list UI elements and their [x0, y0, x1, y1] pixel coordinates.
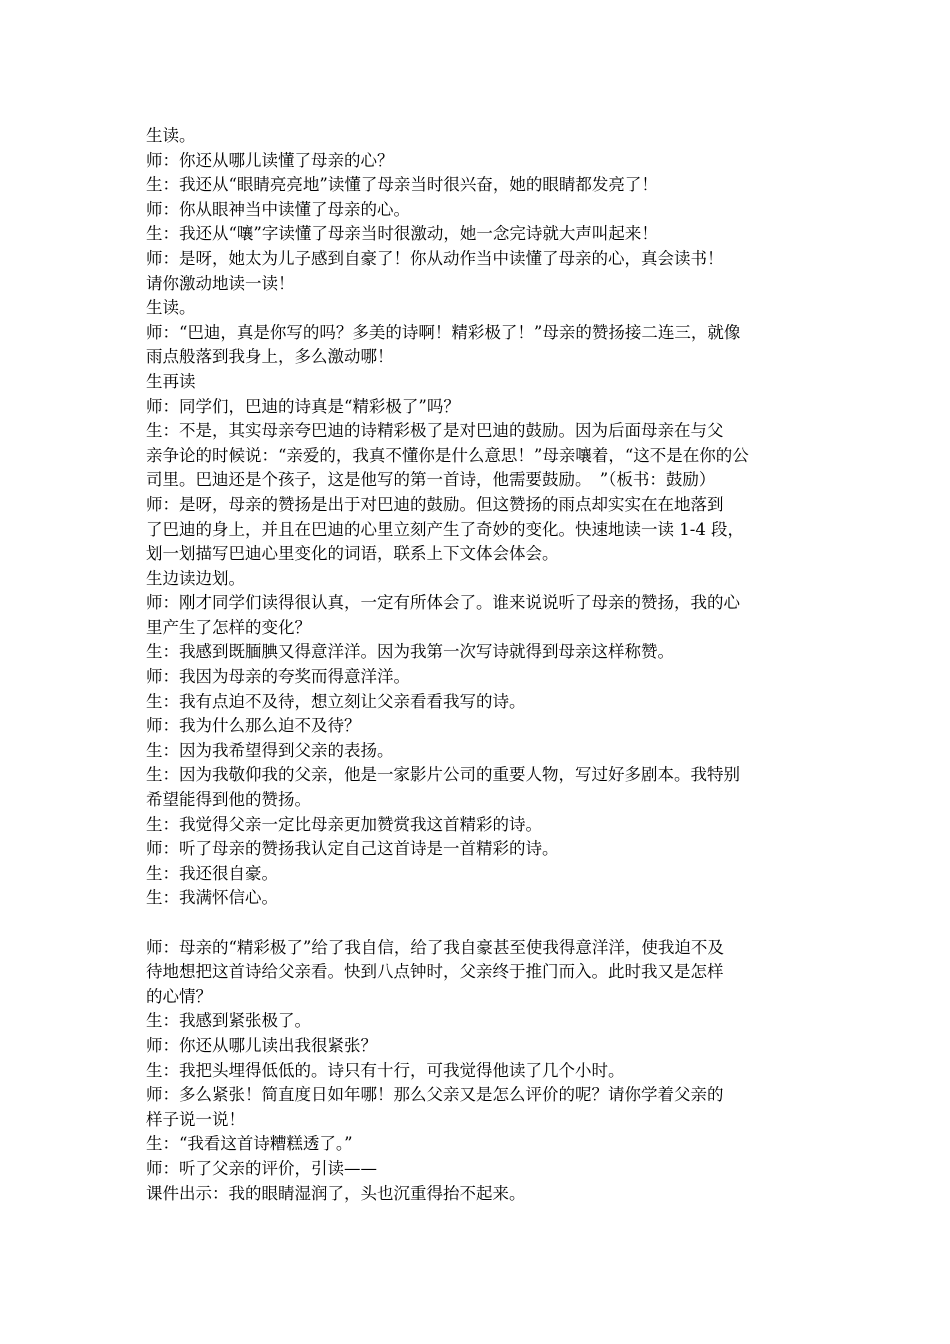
text-line: 师：是呀，母亲的赞扬是出于对巴迪的鼓励。但这赞扬的雨点却实实在在地落到 [146, 494, 724, 514]
text-line: 生：我还从“眼睛亮亮地”读懂了母亲当时很兴奋，她的眼睛都发亮了！ [146, 175, 658, 195]
text-line: 师：你从眼神当中读懂了母亲的心。 [146, 199, 410, 219]
text-line: 生读。 [146, 298, 196, 318]
text-line: 亲争论的时候说：“亲爱的，我真不懂你是什么意思！”母亲嚷着，“这不是在你的公 [146, 445, 749, 465]
text-line: 课件出示：我的眼睛湿润了，头也沉重得抬不起来。 [146, 1183, 526, 1203]
text-line: 师：同学们，巴迪的诗真是“精彩极了”吗？ [146, 396, 460, 416]
text-line: 师：“巴迪，真是你写的吗？多美的诗啊！精彩极了！”母亲的赞扬接二连三，就像 [146, 322, 741, 342]
text-line: 生：我满怀信心。 [146, 888, 278, 908]
text-line: 师：我为什么那么迫不及待？ [146, 716, 361, 736]
text-line: 里产生了怎样的变化？ [146, 617, 311, 637]
text-line: 师：母亲的“精彩极了”给了我自信，给了我自豪甚至使我得意洋洋，使我迫不及 [146, 937, 724, 957]
text-line: 师：听了母亲的赞扬我认定自己这首诗是一首精彩的诗。 [146, 839, 559, 859]
text-line: 师：你还从哪儿读懂了母亲的心？ [146, 150, 394, 170]
text-line: 生：我觉得父亲一定比母亲更加赞赏我这首精彩的诗。 [146, 814, 542, 834]
text-line: 生：不是，其实母亲夸巴迪的诗精彩极了是对巴迪的鼓励。因为后面母亲在与父 [146, 421, 724, 441]
text-line: 生边读边划。 [146, 568, 245, 588]
text-line: 生：我感到既腼腆又得意洋洋。因为我第一次写诗就得到母亲这样称赞。 [146, 642, 674, 662]
text-line: 待地想把这首诗给父亲看。快到八点钟时，父亲终于推门而入。此时我又是怎样 [146, 962, 724, 982]
text-line: 生再读 [146, 371, 196, 391]
text-line: 师：是呀，她太为儿子感到自豪了！你从动作当中读懂了母亲的心，真会读书！ [146, 248, 724, 268]
text-line: 希望能得到他的赞扬。 [146, 790, 311, 810]
text-line: 生：我把头埋得低低的。诗只有十行，可我觉得他读了几个小时。 [146, 1060, 625, 1080]
text-line: 划一划描写巴迪心里变化的词语，联系上下文体会体会。 [146, 544, 559, 564]
text-line: 样子说一说！ [146, 1109, 245, 1129]
text-line: 生：我有点迫不及待，想立刻让父亲看看我写的诗。 [146, 691, 526, 711]
text-line: 师：你还从哪儿读出我很紧张？ [146, 1035, 377, 1055]
text-line: 师：多么紧张！简直度日如年哪！那么父亲又是怎么评价的呢？请你学着父亲的 [146, 1085, 724, 1105]
text-line: 雨点般落到我身上，多么激动哪！ [146, 347, 394, 367]
text-line: 生：因为我希望得到父亲的表扬。 [146, 740, 394, 760]
text-line: 的心情？ [146, 986, 212, 1006]
text-line: 生：因为我敬仰我的父亲，他是一家影片公司的重要人物，写过好多剧本。我特别 [146, 765, 740, 785]
blank-line [146, 911, 814, 936]
text-line: 司里。巴迪还是个孩子，这是他写的第一首诗，他需要鼓励。 ”（板书：鼓励） [146, 470, 716, 490]
text-line: 生：我还很自豪。 [146, 863, 278, 883]
text-line: 生：我感到紧张极了。 [146, 1011, 311, 1031]
text-line: 生读。 [146, 126, 196, 145]
text-line: 师：刚才同学们读得很认真，一定有所体会了。谁来说说听了母亲的赞扬，我的心 [146, 593, 740, 613]
text-line: 师：听了父亲的评价，引读—— [146, 1158, 377, 1178]
text-line: 了巴迪的身上，并且在巴迪的心里立刻产生了奇妙的变化。快速地读一读 1-4 段， [146, 519, 745, 539]
text-line: 师：我因为母亲的夸奖而得意洋洋。 [146, 667, 410, 687]
text-line: 生：“我看这首诗糟糕透了。” [146, 1134, 353, 1154]
document-page [146, 124, 814, 1206]
text-line: 生：我还从“嚷”字读懂了母亲当时很激动，她一念完诗就大声叫起来！ [146, 224, 658, 244]
text-line: 请你激动地读一读！ [146, 273, 295, 293]
